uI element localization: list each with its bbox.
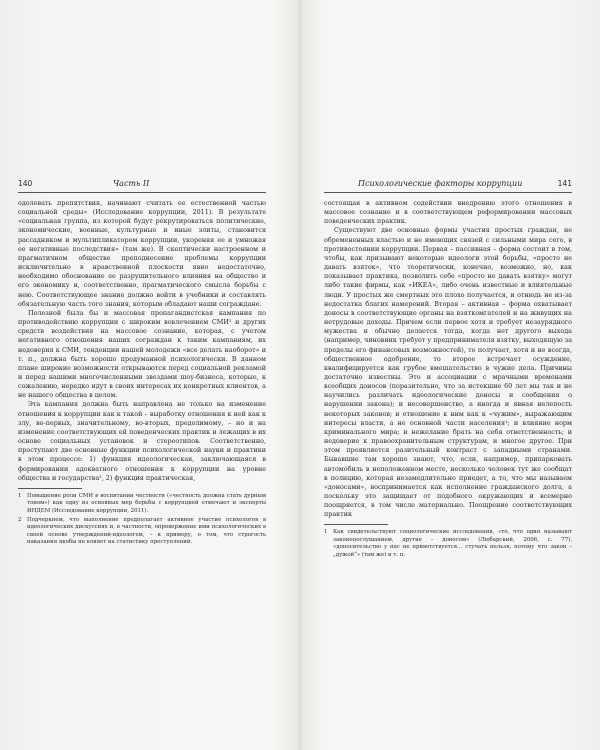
right-footnotes	[324, 529, 572, 559]
left-paragraph-1: одолевать препятствия, начинают считать ее естественной частью социальной среды» (Исследование коррупции, 2011). В результате «социальная группа, из которой будут рекрутироваться политические, экономические, военные, культурные и иные элиты, становится рассадником и мультипликатором коррупции, укореняя ее и умножая ее негативные последствия» (там же). В скептически настроенном и прагматичном обществе преподнесение проблемы коррупции исключительно в нравственной плоскости явно недостаточно, необходимо обоснование ее разрушительного влияния на общество и его экономику и, соответственно, прагматического смысла борьбы с нею. Соответствующее знание должно войти в учебники и составлять обязательную часть того знания, которым обладают наши сограждане.	[18, 199, 266, 308]
left-running-title: Часть II	[113, 179, 150, 188]
right-page	[324, 178, 572, 561]
left-footnote-1	[18, 493, 266, 515]
right-page-body	[324, 199, 572, 519]
right-footnote-1-text: Как свидетельствуют социологические исследования, «то, что один называют законопослушанием, другие – доносом» (Любарский, 2006, с. 77), «доносительство у нас не приветствуется… стучать нельзя, потому что закон – „дужой“» (там же) и т. п.	[333, 529, 572, 558]
left-footnote-2-text: Подчеркнем, что выполнение предполагает активное участие психологов в идеологических дискуссиях и, в частности, опровержение ими психологических в своей основе утверждений-идеологем, – к примеру, о том, что строгость наказания якобы не влияет на статистику преступлений.	[27, 517, 266, 546]
right-footnote-1-mark: 1	[324, 529, 328, 536]
right-running-title: Психологические факторы коррупции	[358, 179, 523, 188]
left-running-head	[18, 178, 266, 193]
left-footnote-rule	[18, 488, 82, 489]
left-footnote-2	[18, 517, 266, 547]
right-footnote-rule	[324, 524, 388, 525]
left-footnote-1-mark: 1	[18, 492, 22, 499]
left-footnotes	[18, 493, 266, 547]
right-footnote-1	[324, 529, 572, 559]
left-paragraph-2: Полезной была бы и массовая пропагандистская кампания по противодействию коррупции с широким вовлечением СМИ¹ и других средств воздействия на массовое сознание, которая, с учетом негативного отношения наших сограждан к таким кампаниям, их недоверия к СМИ, тенденции нашей молодежи «все делать наоборот» и т. п., должна быть хорошо продуманной психологически. В данном плане широкие возможности открываются перед социальной рекламой и перед нашими многочисленными звездами шоу-бизнеса, которые, к сожалению, нередко идут в своих интересах их конкретных клиентов, а не нашего общества в целом.	[18, 308, 266, 400]
left-page-body	[18, 199, 266, 483]
left-page	[18, 178, 266, 549]
right-paragraph-2: Существуют две основные формы участия простых граждан, не обремененных властью и не имеющих связей с сильными мира сего, в противостоянии коррупции. Первая – пассивная – форма состоит в том, чтобы, как призывают некоторые идеологи этой борьбы, «просто не давать взяток», что теоретически, конечно, возможно, но, как показывает практика, позволить себе «просто не давать взятку» могут либо такие фирмы, как «ИКЕА», либо очень известные и влиятельные люди. У простых же смертных это плохо получается, и отнюдь не из-за недостатка благих намерений. Вторая – активная – форма охватывает доносы в соответствующие органы на взяткомгателей и на живущих на нетрудовые доходы. Причем если первое хотя и требует незаурядного мужества и обычно делается тогда, когда нет другого выхода (например, чиновник требует у предпринимателя взятку, выходящую за пределы его финансовых возможностей), то получает, хотя и не всегда, общественное одобрение, то второе встречает осуждение, квалифицируется как грубое вмешательство в чужие дела. Причины достаточно известны. Это и ассоциации с мрачными временами всеобщих доносов (поразительно, что за истекшие 60 лет мы так и не научились различать идеологические доносы и сообщения о нарушении закона); и несовершенство, а иногда и явная нелепость некоторых законов; и отношение к ним как к «чужим», выражающим интересы власти, а не основной части населения¹; и влияние норм криминального мира; и нежелание брать на себя ответственность; и недоверие к правоохранительным структурам, и многое другое. При этом проявляется разительный контраст с западными странами. Бывавшие там хорошо знают, что, если, например, припарковать автомобиль в неположенном месте, несколько человек тут же сообщат в полицию, которая незамедлительно приедет, а то, что мы называем «доносами», воспринимается как исполнение гражданского долга, а поскольку это защищает от подобного окружающих и всемерно поощряется, в том числе материально. Поощрение соответствующих практик	[324, 226, 572, 519]
right-running-head	[324, 178, 572, 193]
left-footnote-2-mark: 2	[18, 517, 22, 524]
left-page-number: 140	[18, 179, 33, 188]
left-footnote-1-text: Повышение роли СМИ в воспитании честности («честность должна стать дурным тоном») как одну из основных мер борьбы с коррупцией отмечают и эксперты ИНДЕМ (Исследование коррупции, 2011).	[27, 492, 266, 514]
left-paragraph-3: Эта кампания должна быть направлена не только на изменение отношения к коррупции как к такой – выработку отношения к ней как к злу, во-первых, значительному, во-вторых, предолимому, – но и на изменение соответствующих ей поведенческих практик и лежащих в их основе социальных установок и стереотипов. Соответственно, проступают две основные функции психологической науки и практики в этом процессе: 1) функция идеологическая, заключающаяся в формировании адекватного отношения к коррупции на уровне общества и государства², 2) функция практическая,	[18, 400, 266, 482]
right-paragraph-1: состоящая в активном содействии внедрению этого отношения в массовое сознание и в соответствующем реформировании массовых поведенческих практик.	[324, 199, 572, 226]
right-page-number: 141	[557, 179, 572, 188]
